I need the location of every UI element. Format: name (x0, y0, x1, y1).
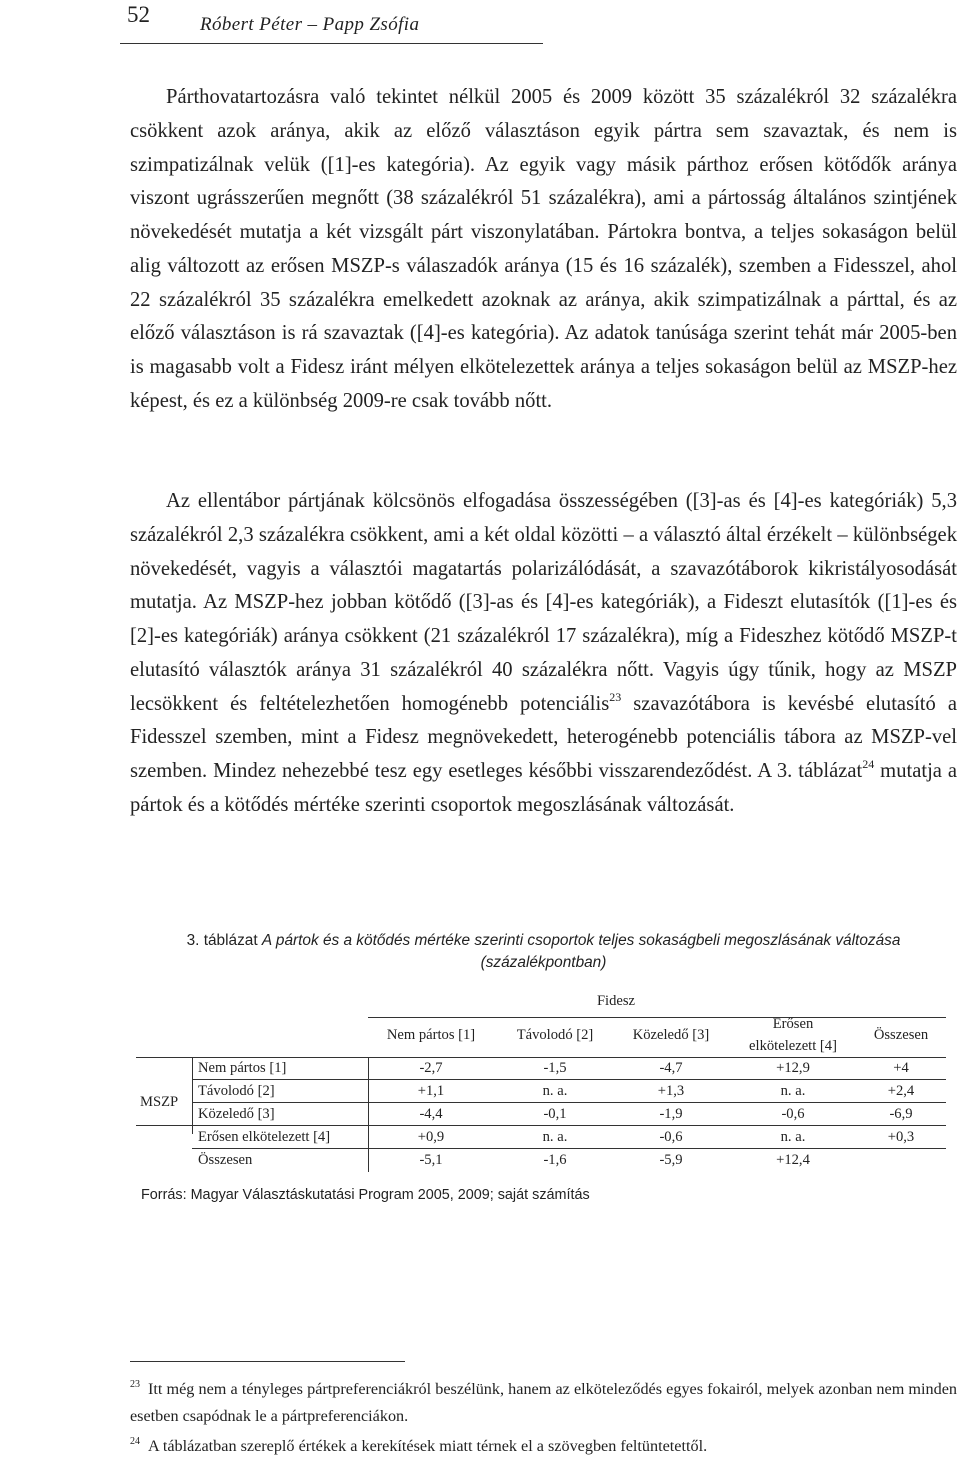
row-group-rule (192, 1058, 193, 1134)
row-label-nem-partos: Nem pártos [1] (198, 1060, 287, 1076)
table-cell: +2,4 (887, 1083, 915, 1099)
table-cell: -1,5 (543, 1060, 567, 1076)
table-cell: +0,9 (417, 1129, 445, 1145)
table-source: Forrás: Magyar Választáskutatási Program 2005, 2009; saját számítás (141, 1187, 590, 1203)
footnote-23-mark: 23 (130, 1379, 140, 1390)
table-cell: -2,7 (419, 1060, 443, 1076)
table-cell: n. a. (780, 1129, 806, 1145)
table-cell: -1,9 (659, 1106, 683, 1122)
running-head: Róbert Péter – Papp Zsófia (200, 14, 420, 35)
row-rule (192, 1079, 946, 1080)
footnote-23-text: Itt még nem a tényleges pártpreferenciákról beszélünk, hanem az elköteleződés egyes fokairól, melyek azonban nem minden esetben csapódnak le a pártpreferenciákon. (130, 1380, 957, 1425)
column-group-label: Fidesz (596, 993, 636, 1009)
table-cell: -0,6 (781, 1106, 805, 1122)
paragraph-1-text: Párthovatartozásra való tekintet nélkül 2005 és 2009 között 35 százalékról 32 százalékra csökkent azok aránya, akik az előző választáson egyik pártra sem szavaztak, és nem is szimpatizálnak velük ([1]-es kategória). Az egyik vagy másik párthoz erősen kötődők aránya viszont ugrásszerűen megnőtt (38 százalékról 51 százalékra), ami a pártosság általános szintjének növekedését mutatja a két vizsgált párt viszonylatában. Pártokra bontva, a teljes sokaságon belül alig változott az erősen MSZP-s válaszadók aránya (15 és 16 százalék), szemben a Fidesszel, ahol 22 százalékról 35 százalékra emelkedett azoknak az aránya, akik szimpatizálnak a párttal, és az előző választáson is rá szavaztak ([4]-es kategória). Az adatok tanúsága szerint tehát már 2005-ben is magasabb volt a Fidesz iránt mélyen elkötelezettek aránya a teljes sokaságon belül az MSZP-hez képest, és ez a különbség 2009-re csak tovább nőtt. (130, 86, 957, 412)
column-header-kozeledo: Közeledő [3] (632, 1027, 710, 1043)
column-header-erosen-line1: Erősen (772, 1016, 814, 1032)
footnote-24-mark: 24 (130, 1436, 140, 1447)
table-caption-title: A pártok és a kötődés mértéke szerinti csoportok teljes sokaságbeli megoszlásának változása (százalékpontban) (261, 932, 901, 971)
row-label-osszesen: Összesen (198, 1152, 253, 1168)
column-group-rule (368, 1017, 946, 1018)
column-header-tavolodo: Távolodó [2] (516, 1027, 594, 1043)
footnote-ref-24[interactable]: 24 (862, 757, 875, 771)
data-table (136, 990, 946, 1180)
table-cell: +4 (893, 1060, 909, 1076)
table-cell: -0,6 (659, 1129, 683, 1145)
footnote-24-text: A táblázatban szereplő értékek a kerekítések miatt térnek el a szövegben feltüntetettől. (148, 1437, 708, 1455)
header-rule (136, 1057, 946, 1058)
row-label-erosen: Erősen elkötelezett [4] (198, 1129, 331, 1145)
footnote-ref-23[interactable]: 23 (609, 689, 622, 704)
table-cell: -1,6 (543, 1152, 567, 1168)
table-cell: +1,3 (657, 1083, 685, 1099)
table-cell: -4,4 (419, 1106, 443, 1122)
footnote-23 (130, 1376, 957, 1430)
table-caption-label: 3. táblázat (186, 932, 258, 949)
page-header (0, 0, 960, 50)
table-cell: -0,1 (543, 1106, 567, 1122)
table-cell: n. a. (542, 1129, 568, 1145)
page-number: 52 (127, 2, 150, 27)
row-label-tavolodo: Távolodó [2] (198, 1083, 275, 1099)
row-rule (192, 1102, 946, 1103)
table-cell: -5,1 (419, 1152, 443, 1168)
column-header-erosen-line2: elkötelezett [4] (749, 1038, 837, 1054)
table-cell: +12,9 (776, 1060, 810, 1076)
row-group-label: MSZP (140, 1094, 179, 1110)
table-cell: -5,9 (659, 1152, 683, 1168)
table-cell: n. a. (780, 1083, 806, 1099)
row-label-kozeledo: Közeledő [3] (198, 1106, 275, 1122)
footnote-rule (130, 1361, 405, 1362)
table-cell: -6,9 (889, 1106, 913, 1122)
footnote-24 (130, 1433, 957, 1460)
paragraph-2-text-c: mutatja a pártok és a kötődés mértéke szerinti csoportok megoszlásának változását. (130, 760, 957, 816)
table-cell: +0,3 (887, 1129, 915, 1145)
table-cell: +12,4 (776, 1152, 810, 1168)
table-cell: n. a. (542, 1083, 568, 1099)
table-cell: +1,1 (417, 1083, 445, 1099)
header-rule (120, 43, 543, 44)
row-rule (136, 1125, 946, 1126)
paragraph-1 (130, 81, 957, 419)
column-header-osszesen: Összesen (873, 1027, 929, 1043)
table-cell: -4,7 (659, 1060, 683, 1076)
paragraph-2-text-a: Az ellentábor pártjának kölcsönös elfogadása összességében ([3]-as és [4]-es kategóriák) 5,3 százalékról 2,3 százalékra csökkent, ami a két oldal közötti – a választó által érzékelt – különbségek növekedését, vagyis a választói magatartás polarizálódását, a szavazótáborok kikristályosodását mutatja. Az MSZP-hez jobban kötődő ([3]-as és [4]-es kategóriák), a Fideszt elutasítók ([1]-es és [2]-es kategóriák) aránya csökkent (21 százalékról 17 százalékra), míg a Fideszhez kötődő MSZP-t elutasító választók aránya 31 százalékról 40 százalékra nőtt. Vagyis úgy tűnik, hogy az MSZP lecsökkent és feltételezhetően homogénebb potenciális (130, 490, 957, 715)
row-rule (192, 1148, 946, 1149)
paragraph-2 (130, 485, 957, 823)
table-caption (130, 930, 957, 974)
paragraph-2-text-b: szavazótábora is kevésbé elutasító a Fidesszel szemben, mint a Fidesz megnövekedett, heterogénebb potenciális tábora az MSZP-vel szemben. Mindez nehezebbé tesz egy esetleges későbbi visszarendeződést. A 3. táblázat (130, 692, 957, 782)
column-header-nem-partos: Nem pártos [1] (386, 1027, 476, 1043)
